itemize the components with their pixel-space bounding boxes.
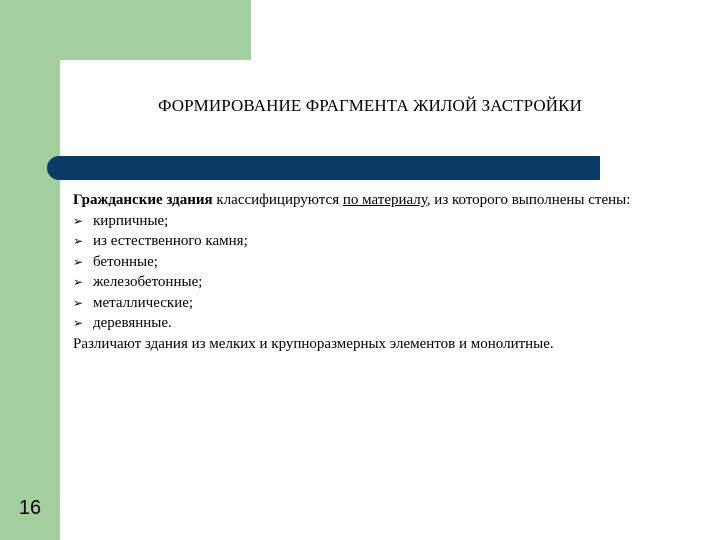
list-item-text: железобетонные; — [93, 274, 203, 290]
arrow-bullet-icon: ➢ — [73, 316, 84, 330]
list-item — [73, 313, 673, 334]
list-item — [73, 293, 673, 314]
intro-bold-term: Гражданские здания — [73, 192, 213, 208]
slide-body — [73, 190, 673, 354]
list-item — [73, 231, 673, 252]
slide-number: 16 — [18, 497, 42, 519]
intro-text-1: классифицируются — [212, 192, 343, 208]
list-item-text: из естественного камня; — [93, 233, 248, 249]
arrow-bullet-icon: ➢ — [73, 213, 84, 228]
arrow-bullet-icon: ➢ — [73, 234, 84, 248]
list-item-text: металлические; — [93, 294, 194, 311]
arrow-bullet-icon: ➢ — [73, 254, 84, 269]
arrow-bullet-icon: ➢ — [73, 275, 84, 289]
intro-paragraph — [73, 190, 673, 211]
intro-underlined: по материалу — [342, 192, 427, 208]
wall-material-list — [73, 211, 673, 334]
top-accent-block — [60, 0, 251, 60]
left-accent-strip — [0, 0, 60, 540]
arrow-bullet-icon: ➢ — [73, 295, 84, 310]
list-item — [73, 211, 673, 232]
title-divider-bar — [60, 156, 600, 180]
intro-text-2: , из которого выполнены стены: — [426, 192, 631, 208]
list-item — [73, 252, 673, 273]
slide-title: ФОРМИРОВАНИЕ ФРАГМЕНТА ЖИЛОЙ ЗАСТРОЙКИ — [157, 96, 582, 115]
list-item-text: кирпичные; — [93, 212, 169, 229]
list-item-text: бетонные; — [93, 253, 158, 270]
list-item — [73, 272, 673, 293]
footer-paragraph: Различают здания из мелких и крупноразмерных элементов и монолитные. — [73, 335, 554, 352]
list-item-text: деревянные. — [93, 315, 172, 331]
